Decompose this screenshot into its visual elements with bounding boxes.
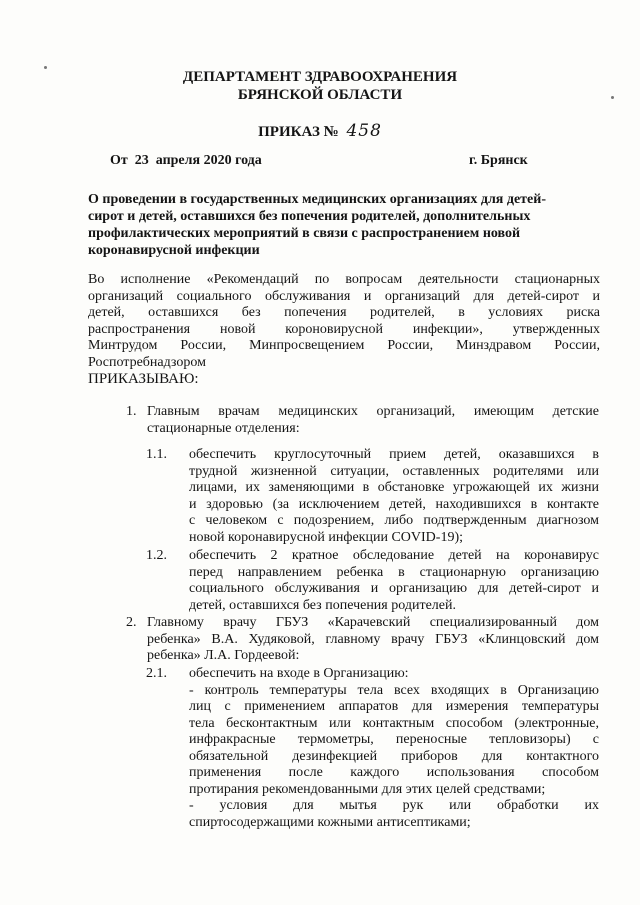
subitem-line: обеспечить на входе в Организацию: bbox=[189, 666, 409, 681]
subitem-line: новой коронавирусной инфекции COVID-19); bbox=[189, 529, 464, 545]
preamble-line: детей, оставшихся без попечения родителей, в условиях риска bbox=[88, 305, 600, 320]
item-line: Главному врачу ГБУЗ «Карачевский специализированный дом bbox=[147, 615, 599, 630]
order-date: От 23 апреля 2020 года bbox=[110, 153, 262, 168]
subitem-number: 1.2. bbox=[146, 548, 167, 563]
subitem-line: социального обслуживания и организацию для детей-сирот и bbox=[189, 581, 599, 596]
item-number: 1. bbox=[126, 404, 137, 419]
subitem-line: спиртосодержащими кожными антисептиками; bbox=[189, 814, 471, 830]
subitem-line: - условия для мытья рук или обработки их bbox=[189, 798, 599, 813]
preamble-line: организаций социального обслуживания и организаций для детей-сирот и bbox=[88, 288, 600, 304]
subitem-line: инфракрасные термометры, переносные тепловизоры) с bbox=[189, 732, 599, 747]
preamble-line: Минтрудом России, Минпросвещением России, Минздравом России, bbox=[88, 338, 600, 353]
subitem-line: перед направлением ребенка в стационарную организацию bbox=[189, 564, 599, 580]
item-line: Главным врачам медицинских организаций, имеющим детские bbox=[147, 404, 599, 419]
order-heading bbox=[0, 121, 640, 141]
order-label: ПРИКАЗ № bbox=[258, 124, 339, 140]
subitem-line: обязательной дезинфекцией приборов для контактного bbox=[189, 748, 599, 764]
item-line: ребенка» Л.А. Гордеевой: bbox=[147, 648, 300, 663]
subitem-line: и здоровью (за исключением детей, находившихся в контакте bbox=[189, 496, 599, 512]
subitem-1-1-text bbox=[189, 447, 599, 546]
title-line: О проведении в государственных медицинских организациях для детей- bbox=[88, 192, 546, 207]
subitem-line: трудной жизненной ситуации, оставленных родителями или bbox=[189, 463, 599, 479]
subitem-number: 2.1. bbox=[146, 666, 167, 681]
title-line: коронавирусной инфекции bbox=[88, 243, 260, 258]
subitem-line: тела бесконтактным или контактным способом (электронные, bbox=[189, 715, 599, 731]
subitem-line: протирания рекомендованными для этих целей средствами; bbox=[189, 781, 546, 797]
subitem-line: - контроль температуры тела всех входящих в Организацию bbox=[189, 682, 599, 698]
subitem-number: 1.1. bbox=[146, 447, 167, 462]
order-number: 458 bbox=[346, 121, 382, 141]
subitem-line: лиц с применением аппаратов для измерения температуры bbox=[189, 699, 599, 714]
subitem-line: лицами, их заменяющими в обстановке угрожающей их жизни bbox=[189, 480, 599, 495]
subitem-line: детей, оставшихся без попечения родителей. bbox=[189, 597, 456, 613]
title-line: сирот и детей, оставшихся без попечения родителей, дополнительных bbox=[88, 209, 531, 224]
title-line: профилактических мероприятий в связи с распространением новой bbox=[88, 226, 521, 241]
item-line: стационарные отделения: bbox=[147, 420, 300, 436]
order-city: г. Брянск bbox=[469, 153, 528, 168]
subitem-line: обеспечить 2 кратное обследование детей на коронавирус bbox=[189, 548, 599, 563]
order-title bbox=[88, 191, 598, 259]
preamble-line: Во исполнение «Рекомендаций по вопросам деятельности стационарных bbox=[88, 272, 600, 287]
item-2-text bbox=[147, 615, 599, 665]
item-number: 2. bbox=[126, 615, 137, 630]
department-name-line-2: БРЯНСКОЙ ОБЛАСТИ bbox=[237, 87, 403, 103]
subitem-line: обеспечить круглосуточный прием детей, оказавшихся в bbox=[189, 447, 599, 462]
subitem-line: с человеком с подозрением, либо подтвержденным диагнозом bbox=[189, 513, 599, 528]
order-word: ПРИКАЗЫВАЮ: bbox=[88, 371, 199, 387]
subitem-1-2-text bbox=[189, 548, 599, 614]
department-name-line-1: ДЕПАРТАМЕНТ ЗДРАВООХРАНЕНИЯ bbox=[182, 69, 458, 85]
preamble-line: распространения новой короновирусной инфекции», утвержденных bbox=[88, 321, 600, 337]
subitem-line: применения после каждого использования способом bbox=[189, 765, 599, 780]
item-1-text bbox=[147, 404, 599, 437]
item-line: ребенка» В.А. Худяковой, главному врачу ГБУЗ «Клинцовский дом bbox=[147, 631, 599, 647]
preamble-line: Роспотребнадзором bbox=[88, 354, 206, 370]
subitem-2-1-text bbox=[189, 666, 599, 831]
preamble bbox=[88, 272, 600, 388]
